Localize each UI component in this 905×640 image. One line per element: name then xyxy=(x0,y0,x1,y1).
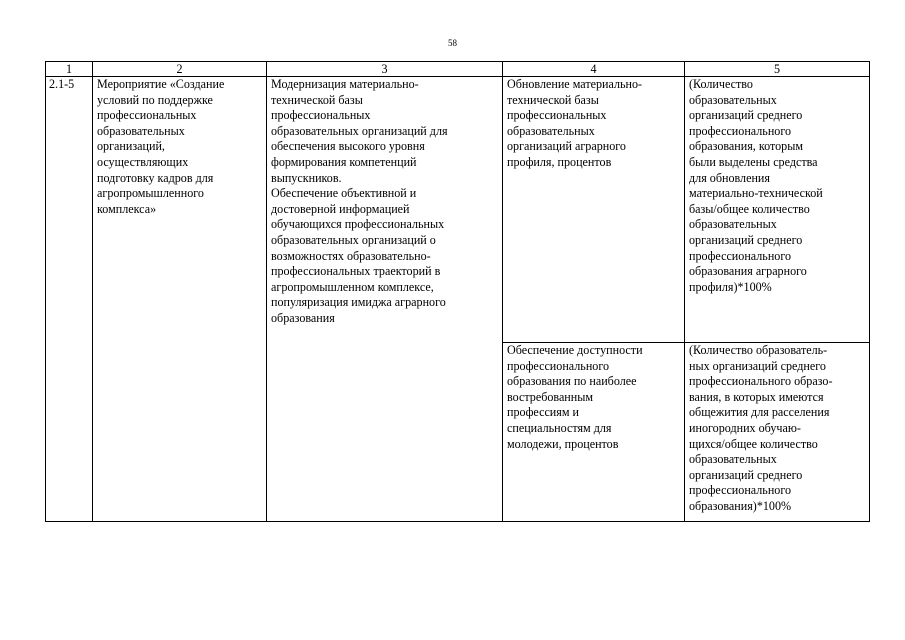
column-header-2: 2 xyxy=(93,62,267,77)
indicator-name-cell: Обновление материально- технической базы профессиональных образовательных организаций аграрного профиля, процентов xyxy=(503,77,685,343)
indicators-table xyxy=(45,61,870,522)
header-row xyxy=(46,62,870,77)
column-header-1: 1 xyxy=(46,62,93,77)
indicator-formula-cell: (Количество образователь- ных организаций среднего профессионального образо- вания, в которых имеются общежития для расселения иногородних обучаю- щихся/общее количество образовательных организаций среднего профессионального образования)*100% xyxy=(685,343,870,522)
table-row xyxy=(46,77,870,343)
row-code-cell: 2.1-5 xyxy=(46,77,93,522)
event-description-cell: Модернизация материально- технической базы профессиональных образовательных организаций для обеспечения высокого уровня формирования компетенций выпускников. Обеспечение объективной и достоверной информацией обучающихся профессиональных образовательных организаций о возможностях образовательно- профессиональных траекторий в агропромышленном комплексе, популяризация имиджа аграрного образования xyxy=(267,77,503,522)
column-header-5: 5 xyxy=(685,62,870,77)
indicator-name-cell: Обеспечение доступности профессионального образования по наиболее востребованным профессиям и специальностям для молодежи, процентов xyxy=(503,343,685,522)
column-header-4: 4 xyxy=(503,62,685,77)
indicator-formula-cell: (Количество образовательных организаций среднего профессионального образования, которым были выделены средства для обновления материально-технической базы/общее количество образовательных организаций среднего профессионального образования аграрного профиля)*100% xyxy=(685,77,870,343)
page-number: 58 xyxy=(448,38,457,48)
event-name-cell: Мероприятие «Создание условий по поддержке профессиональных образовательных организаций, осуществляющих подготовку кадров для агропромышленного комплекса» xyxy=(93,77,267,522)
column-header-3: 3 xyxy=(267,62,503,77)
